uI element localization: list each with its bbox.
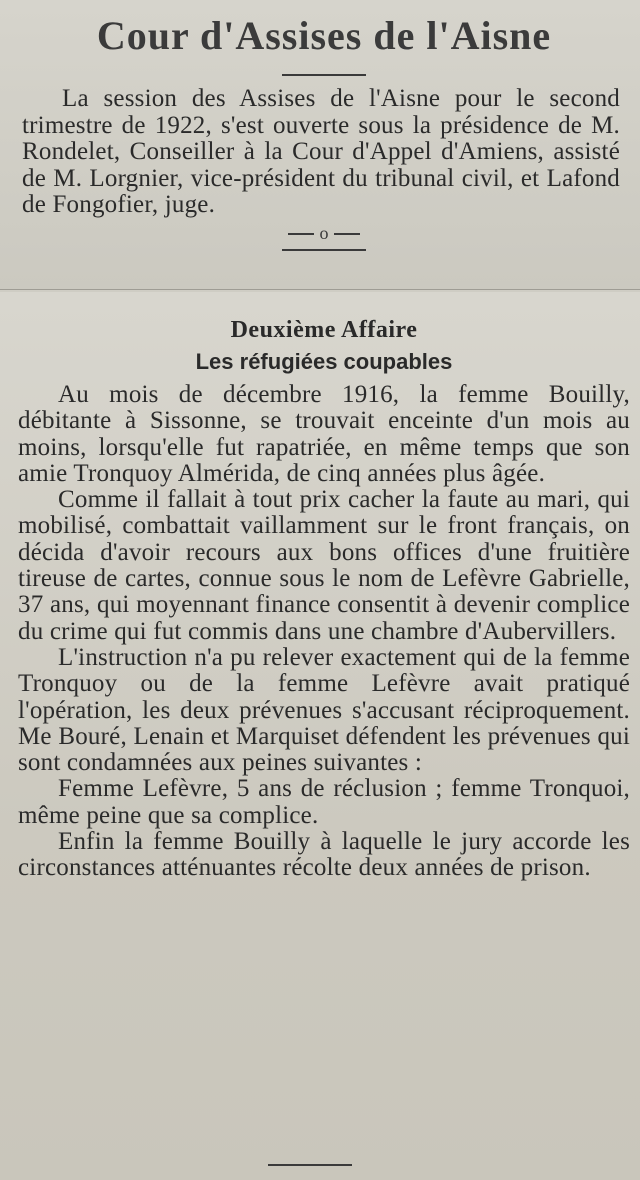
ornament-letter: o [319,222,329,243]
title-rule [282,74,366,76]
section-rule [282,249,366,251]
article-headline: Les réfugiées coupables [195,349,453,374]
article-paragraph-4: Femme Lefèvre, 5 ans de réclusion ; femme Tronquoi, même peine que sa complice. [18,775,630,829]
intro-paragraph: La session des Assises de l'Aisne pour le second trimestre de 1922, s'est ouverte sous la présidence de M. Rondelet, Conseiller à la Cour d'Appel d'Amiens, assisté de M. Lorgnier, vice-président du tribunal civil, et Lafond de Fongofier, juge. [22,85,620,219]
separator-ornament [22,223,626,245]
closing-rule [268,1164,352,1166]
article-paragraph-2: Comme il fallait à tout prix cacher la faute au mari, qui mobilisé, combattait vaillamment sur le front français, on décida d'avoir recours aux bons offices d'une fruitière tireuse de cartes, connue sous le nom de Lefèvre Gabrielle, 37 ans, qui moyennant finance consentit à devenir complice du crime qui fut commis dans une chambre d'Aubervillers. [18,486,630,645]
article-paragraph-3: L'instruction n'a pu relever exactement qui de la femme Tronquoy ou de la femme Lefèvre avait pratiqué l'opération, les deux prévenues s'accusant réciproquement. Me Bouré, Lenain et Marquiset défendent les prévenues qui sont condamnées aux peines suivantes : [18,643,630,777]
section-heading: Deuxième Affaire [230,317,418,343]
header-clipping [0,0,640,290]
article-paragraph-5: Enfin la femme Bouilly à laquelle le jury accorde les circonstances atténuantes récolte deux années de prison. [18,828,630,882]
separator-ornament-icon [284,223,364,243]
page-title: Cour d'Assises de l'Aisne [96,13,552,58]
article-clipping [0,292,640,1180]
article-paragraph-1: Au mois de décembre 1916, la femme Bouilly, débitante à Sissonne, se trouvait enceinte d'un mois au moins, lorsqu'elle fut rapatriée, en même temps que son amie Tronquoy Almérida, de cinq années plus âgée. [18,381,630,487]
